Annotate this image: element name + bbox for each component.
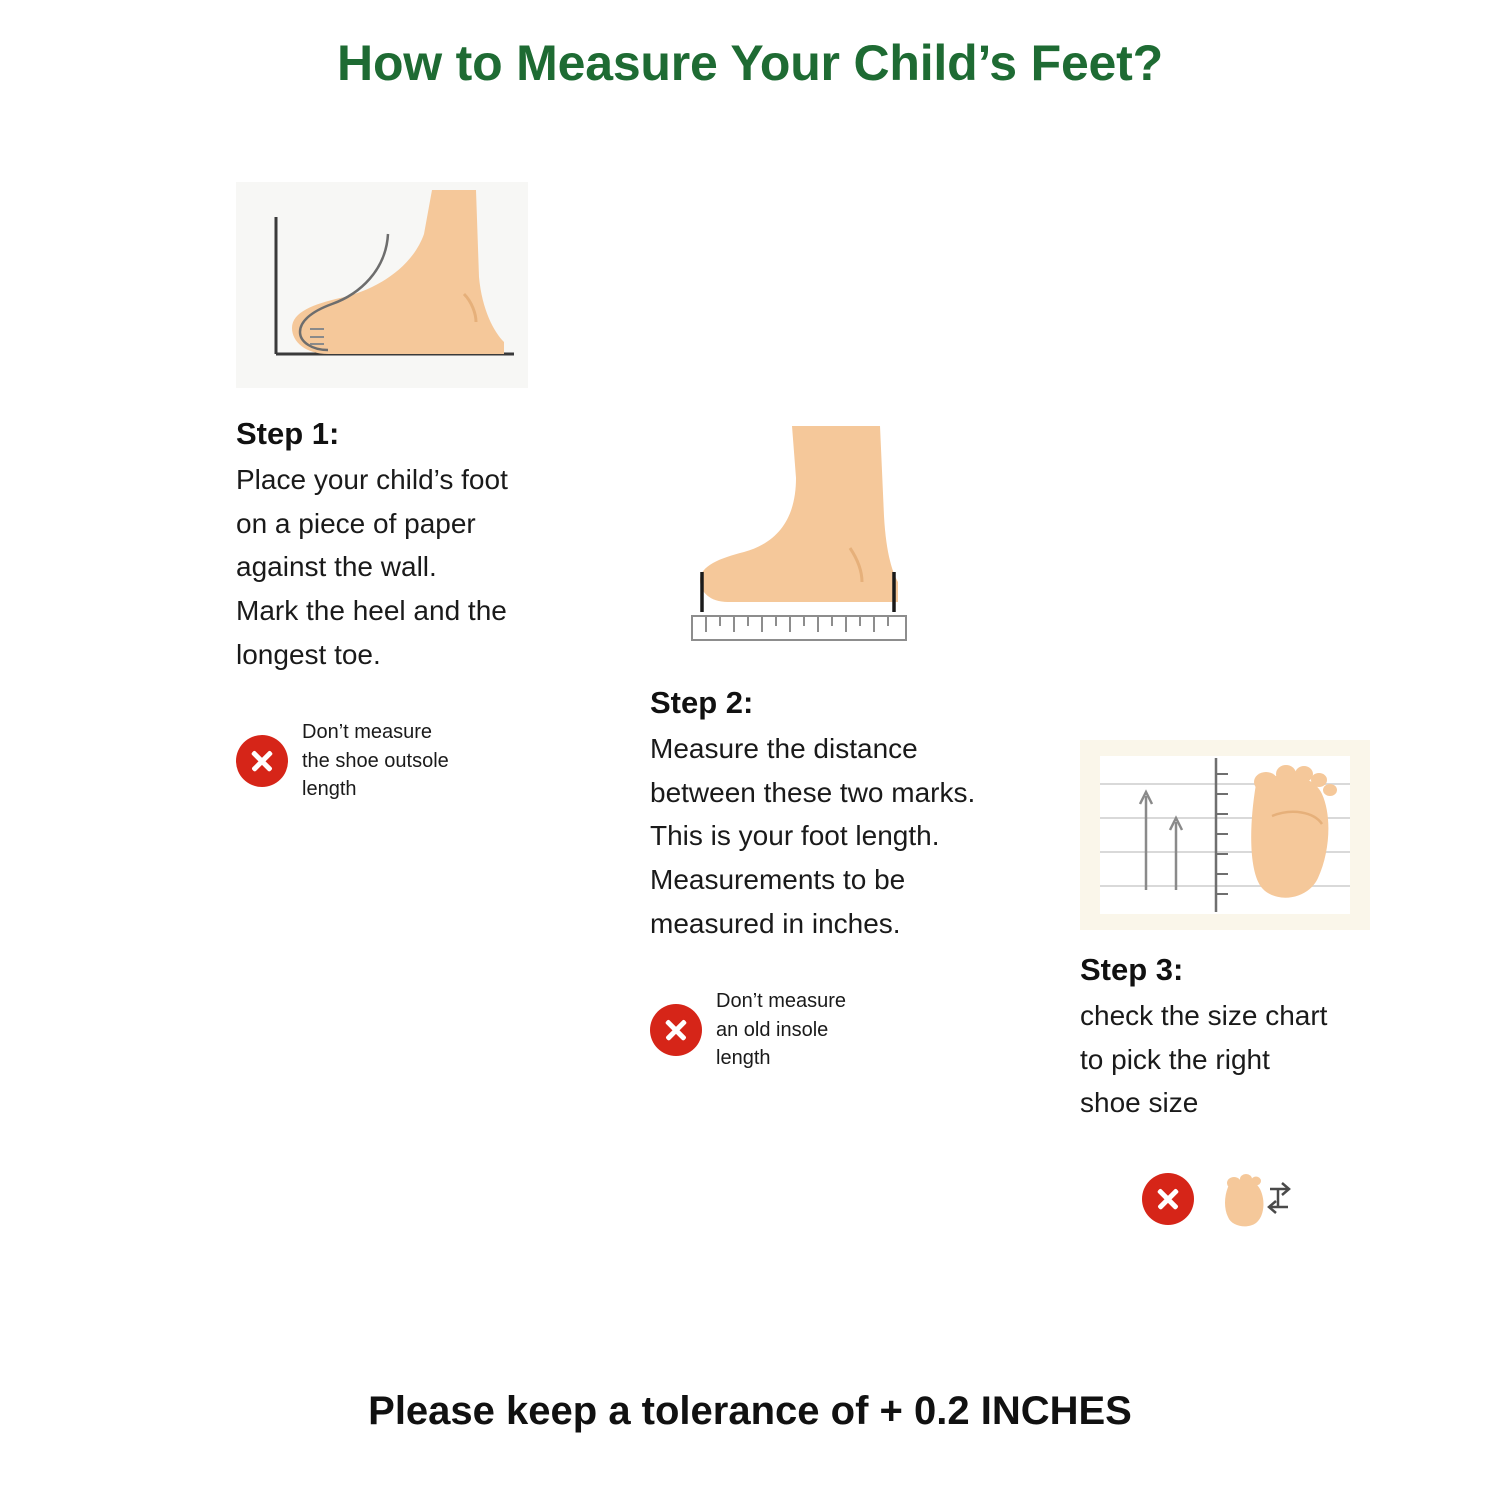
step-2-body bbox=[650, 727, 1080, 945]
page-title: How to Measure Your Child’s Feet? bbox=[337, 35, 1163, 91]
step-2-heading: Step 2: bbox=[650, 685, 754, 720]
step-3-block bbox=[1080, 740, 1420, 1229]
step-2-body-line: Measure the distance bbox=[650, 733, 918, 764]
step-1-illustration bbox=[236, 182, 528, 388]
step-1-warning-text bbox=[302, 718, 449, 803]
step-2-body-line: This is your foot length. bbox=[650, 820, 940, 852]
step-2-block bbox=[650, 420, 1080, 1073]
step-2-warning-text bbox=[716, 987, 846, 1072]
step-1-body-line: against the wall. bbox=[236, 551, 437, 583]
foot-width-arrows-icon bbox=[1208, 1169, 1298, 1229]
step-3-warning bbox=[1142, 1169, 1420, 1229]
warning-line: length bbox=[716, 1047, 771, 1070]
warning-line: length bbox=[302, 778, 357, 801]
warning-line: Don’t measure bbox=[302, 721, 433, 744]
step-2-body-line: between these two marks. bbox=[650, 776, 976, 808]
step-1-body-line: Mark the heel and the bbox=[236, 595, 507, 627]
step-1-text bbox=[236, 416, 566, 676]
step-3-text bbox=[1080, 952, 1420, 1125]
step-2-body-line: measured in inches. bbox=[650, 907, 901, 939]
step-1-body-line: Place your child’s foot bbox=[236, 464, 508, 495]
step-3-body-line: check the size chart bbox=[1080, 1000, 1328, 1031]
step-2-warning bbox=[650, 987, 1080, 1072]
step-2-text bbox=[650, 685, 1080, 945]
warning-line: Don’t measure bbox=[716, 990, 847, 1013]
red-x-circle-icon bbox=[236, 735, 288, 787]
step-2-body-line: Measurements to be bbox=[650, 864, 906, 896]
step-1-heading: Step 1: bbox=[236, 416, 340, 451]
red-x-circle-icon bbox=[1142, 1173, 1194, 1225]
step-3-body-line: to pick the right bbox=[1080, 1043, 1270, 1075]
tolerance-note: Please keep a tolerance of + 0.2 INCHES bbox=[368, 1389, 1132, 1433]
step-1-warning bbox=[236, 718, 566, 803]
step-2-illustration bbox=[644, 420, 974, 665]
step-1-block bbox=[236, 182, 566, 804]
step-1-body-line: on a piece of paper bbox=[236, 507, 476, 539]
step-3-illustration bbox=[1080, 740, 1370, 930]
step-1-body bbox=[236, 458, 566, 676]
red-x-circle-icon bbox=[650, 1004, 702, 1056]
step-3-heading: Step 3: bbox=[1080, 952, 1184, 987]
warning-line: the shoe outsole bbox=[302, 749, 449, 772]
step-3-body-line: shoe size bbox=[1080, 1087, 1199, 1119]
warning-line: an old insole bbox=[716, 1018, 829, 1041]
step-3-body bbox=[1080, 994, 1420, 1125]
step-1-body-line: longest toe. bbox=[236, 638, 381, 670]
